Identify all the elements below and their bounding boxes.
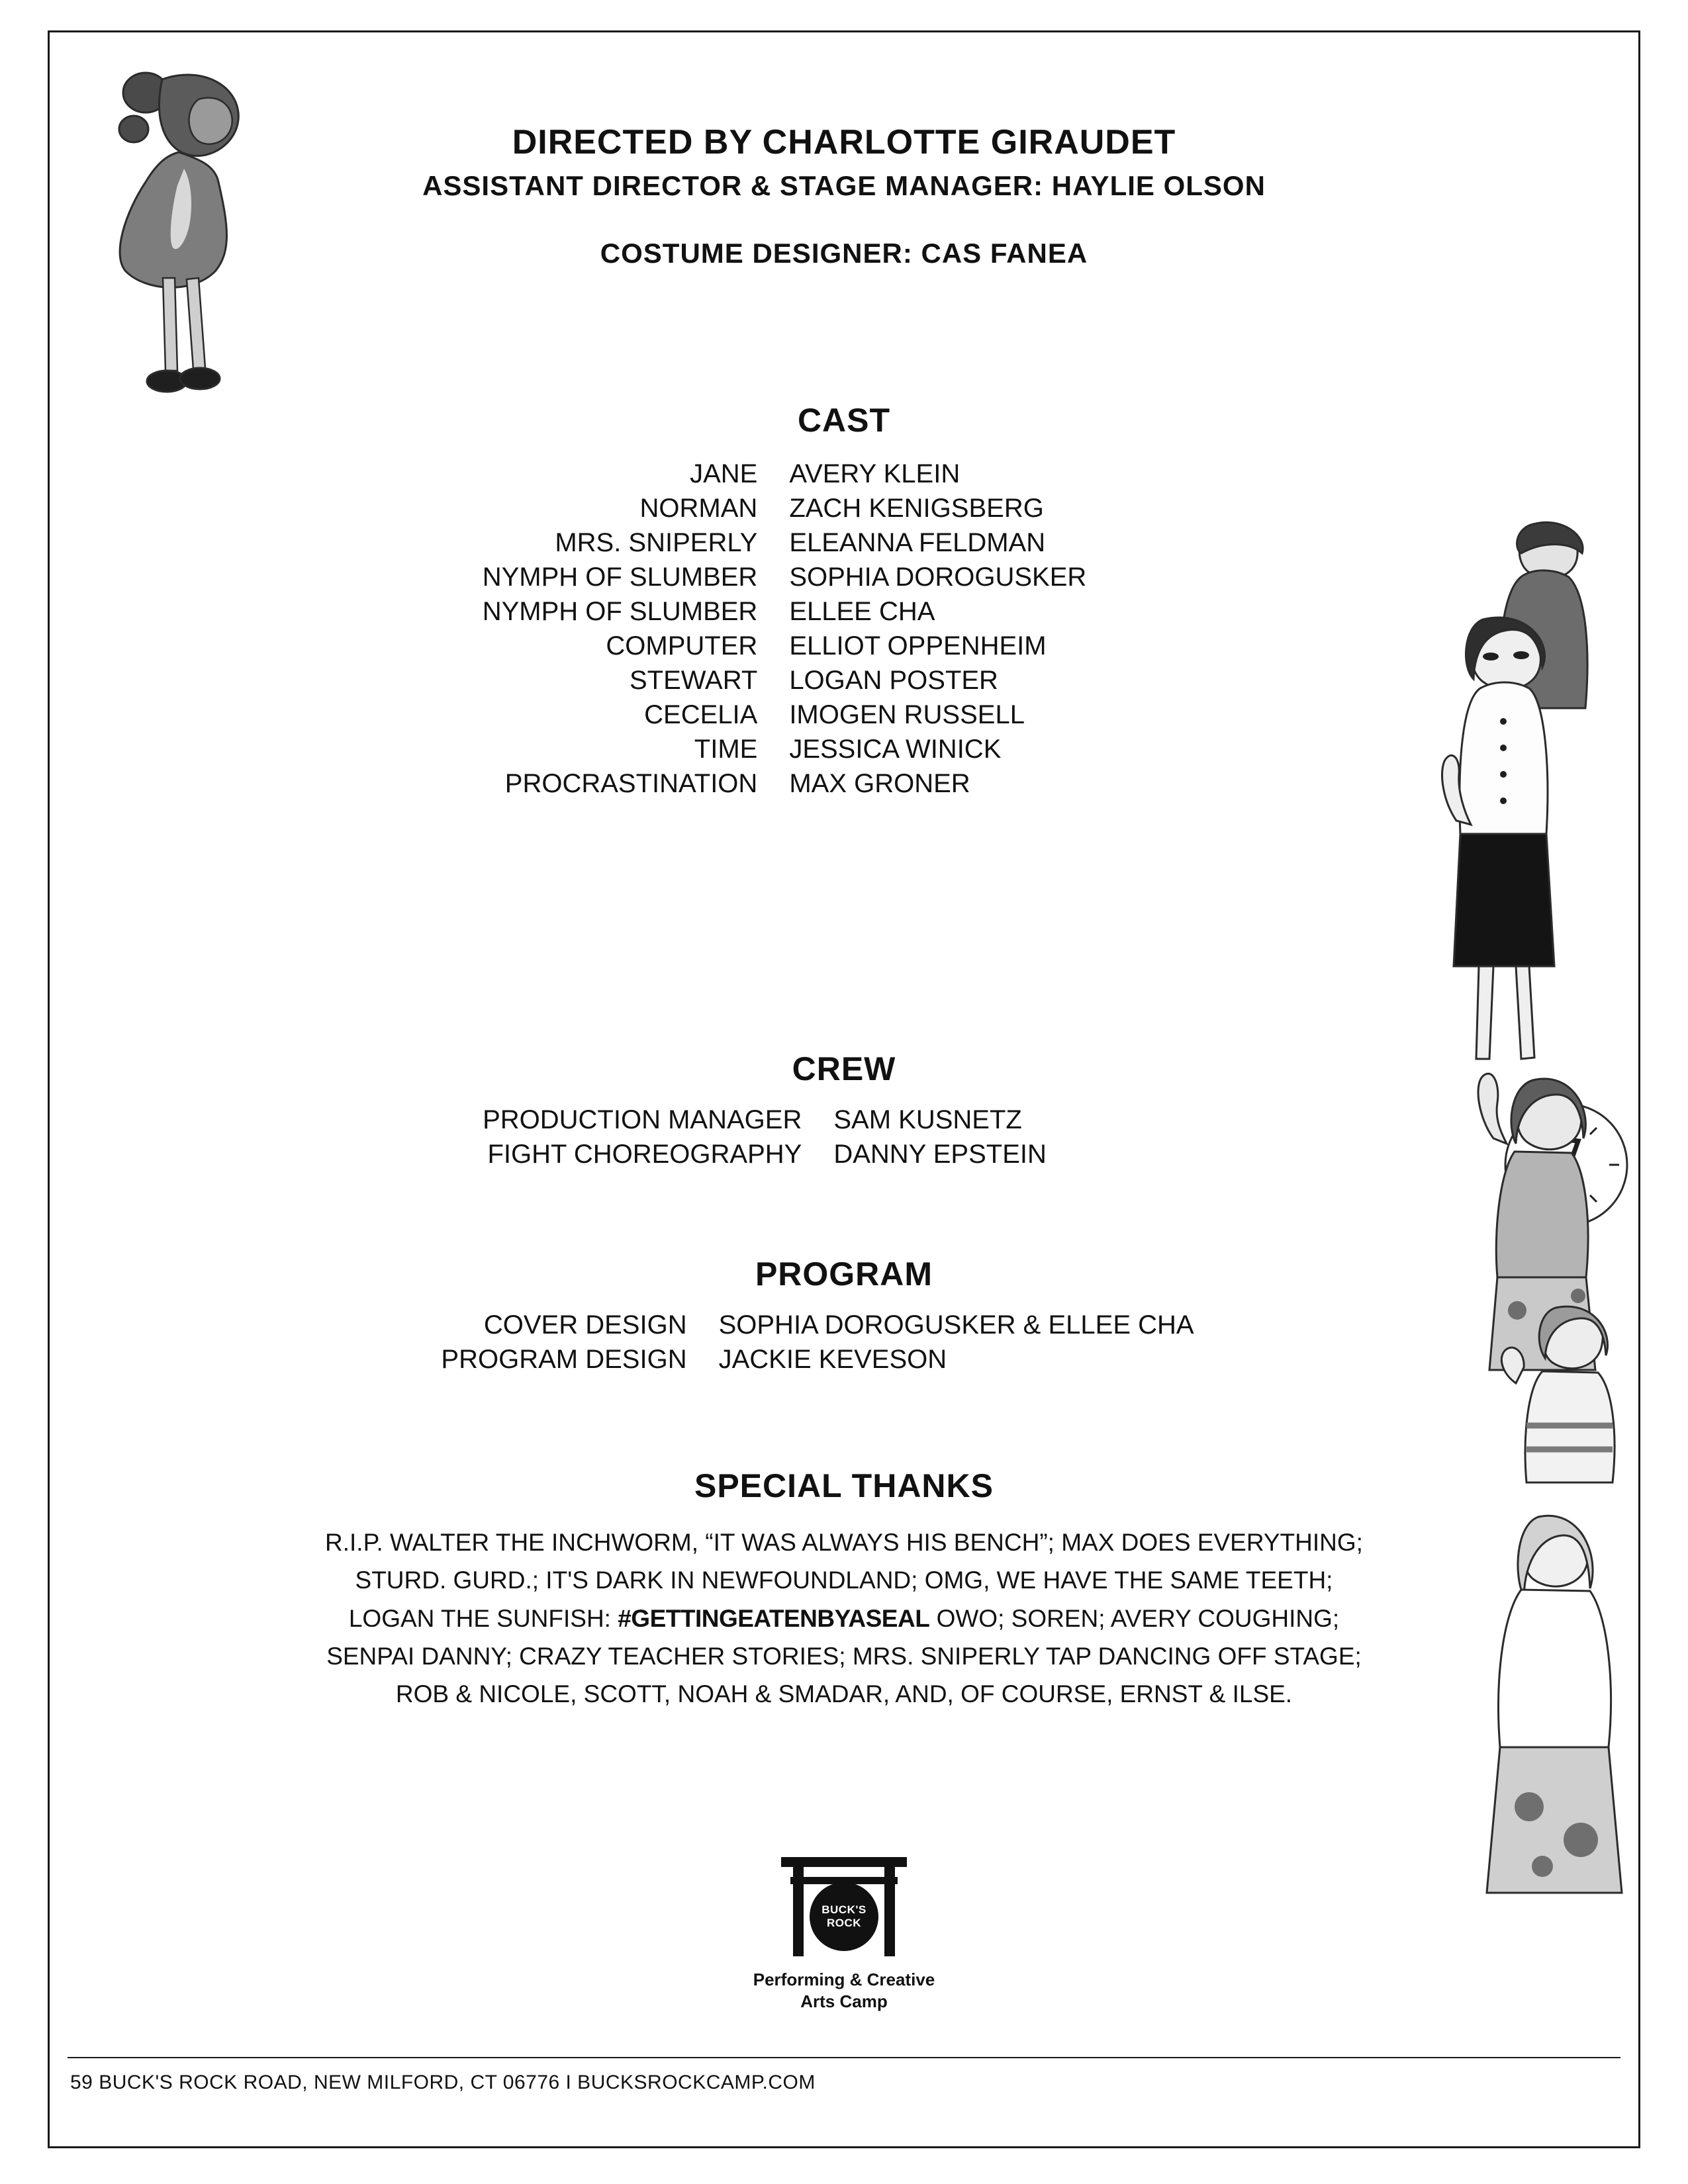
cast-role: NORMAN — [639, 494, 758, 523]
cast-role: STEWART — [629, 666, 758, 695]
crew-row — [483, 1103, 1047, 1137]
footer-divider — [68, 2057, 1620, 2058]
logo-name-line2: ROCK — [826, 1917, 862, 1929]
cast-name: ELEANNA FELDMAN — [789, 528, 1046, 557]
cast-row — [483, 766, 1087, 801]
cast-row — [483, 525, 1087, 560]
cast-row — [483, 732, 1087, 766]
assistant-director-credit: ASSISTANT DIRECTOR & STAGE MANAGER: HAYLIE OLSON — [422, 170, 1266, 202]
cast-row — [483, 457, 1087, 491]
crew-section — [48, 1050, 1640, 1171]
cast-name: IMOGEN RUSSELL — [789, 700, 1025, 729]
thanks-line-2: STURD. GURD.; IT'S DARK IN NEWFOUNDLAND; OMG, WE HAVE THE SAME TEETH; — [355, 1567, 1333, 1594]
logo-name-line1: BUCK'S — [821, 1903, 867, 1917]
cast-name: MAX GRONER — [789, 769, 970, 798]
cast-role: NYMPH OF SLUMBER — [482, 563, 758, 592]
program-section — [48, 1255, 1640, 1377]
cast-row — [483, 698, 1087, 732]
cast-name: ZACH KENIGSBERG — [789, 494, 1044, 523]
cast-section — [48, 401, 1640, 801]
thanks-line-3: LOGAN THE SUNFISH: — [348, 1604, 618, 1632]
program-row — [441, 1342, 1194, 1377]
special-thanks-body — [48, 1524, 1640, 1713]
crew-role: FIGHT CHOREOGRAPHY — [487, 1140, 802, 1169]
cast-name: SOPHIA DOROGUSKER — [789, 563, 1087, 592]
program-row — [441, 1308, 1194, 1342]
crew-row — [483, 1137, 1047, 1171]
program-role: PROGRAM DESIGN — [441, 1345, 687, 1374]
program-name: JACKIE KEVESON — [718, 1345, 947, 1374]
thanks-line-1: R.I.P. WALTER THE INCHWORM, “IT WAS ALWAYS HIS BENCH”; MAX DOES EVERYTHING; — [325, 1529, 1363, 1556]
logo-block — [48, 1857, 1640, 2012]
thanks-line-3b: OWO; SOREN; AVERY COUGHING; — [929, 1604, 1340, 1632]
program-list — [441, 1308, 1194, 1377]
cast-row — [483, 629, 1087, 663]
cast-row — [483, 491, 1087, 525]
program-name: SOPHIA DOROGUSKER & ELLEE CHA — [718, 1310, 1194, 1340]
logo-tagline-line2: Arts Camp — [800, 1991, 888, 2011]
special-thanks-section — [48, 1467, 1640, 1713]
thanks-hashtag: #GETTINGEATENBYASEAL — [618, 1604, 930, 1632]
crew-role: PRODUCTION MANAGER — [483, 1105, 802, 1134]
logo-tagline — [48, 1969, 1640, 2012]
thanks-line-5: ROB & NICOLE, SCOTT, NOAH & SMADAR, AND, OF COURSE, ERNST & ILSE. — [395, 1680, 1293, 1708]
footer-address: 59 BUCK'S ROCK ROAD, NEW MILFORD, CT 06776 I BUCKSROCKCAMP.COM — [70, 2071, 816, 2093]
crew-list — [483, 1103, 1047, 1171]
logo-circle — [810, 1882, 878, 1951]
program-content — [48, 30, 1640, 2148]
cast-role: NYMPH OF SLUMBER — [482, 597, 758, 626]
cast-list — [483, 457, 1087, 801]
crew-title: CREW — [792, 1050, 896, 1087]
cast-role: TIME — [694, 735, 758, 764]
credits-block — [48, 123, 1640, 269]
cast-name: ELLIOT OPPENHEIM — [789, 631, 1047, 660]
program-title: PROGRAM — [755, 1255, 933, 1293]
cast-row — [483, 560, 1087, 594]
cast-row — [483, 594, 1087, 629]
thanks-line-4: SENPAI DANNY; CRAZY TEACHER STORIES; MRS. SNIPERLY TAP DANCING OFF STAGE; — [326, 1643, 1362, 1670]
cast-role: CECELIA — [644, 700, 758, 729]
cast-name: AVERY KLEIN — [789, 459, 961, 488]
cast-title: CAST — [797, 402, 891, 439]
cast-name: LOGAN POSTER — [789, 666, 998, 695]
cast-row — [483, 663, 1087, 698]
cast-role: COMPUTER — [606, 631, 758, 660]
cast-name: ELLEE CHA — [789, 597, 935, 626]
crew-name: SAM KUSNETZ — [833, 1105, 1022, 1134]
bucks-rock-logo-icon — [781, 1857, 907, 1956]
cast-role: JANE — [690, 459, 758, 488]
logo-tagline-line1: Performing & Creative — [753, 1970, 935, 1989]
costume-designer-credit: COSTUME DESIGNER: CAS FANEA — [600, 237, 1088, 269]
special-thanks-title: SPECIAL THANKS — [694, 1467, 994, 1504]
cast-role: MRS. SNIPERLY — [555, 528, 758, 557]
program-role: COVER DESIGN — [483, 1310, 687, 1340]
cast-role: PROCRASTINATION — [504, 769, 758, 798]
director-credit: DIRECTED BY CHARLOTTE GIRAUDET — [512, 123, 1176, 161]
crew-name: DANNY EPSTEIN — [833, 1140, 1047, 1169]
cast-name: JESSICA WINICK — [789, 735, 1002, 764]
